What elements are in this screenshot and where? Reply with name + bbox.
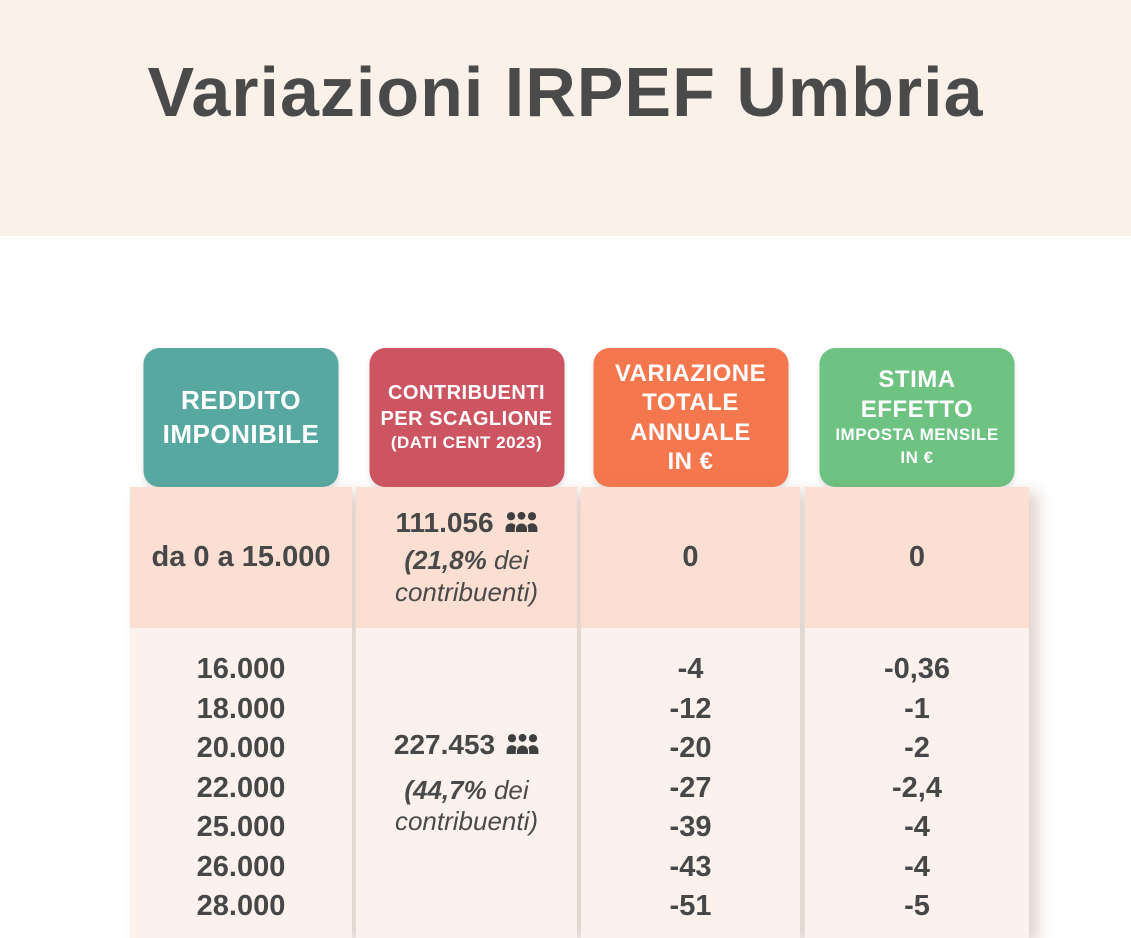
header-line: REDDITO xyxy=(180,385,302,416)
header-subline: IMPOSTA MENSILE xyxy=(835,424,999,444)
contribuenti-count-section2 xyxy=(394,729,539,761)
variazione-value: -27 xyxy=(669,771,712,804)
contribuenti-pct-row1 xyxy=(395,545,538,607)
pct-line2: contribuenti) xyxy=(394,806,539,836)
column-variazione xyxy=(581,348,800,938)
cell-stima-section2 xyxy=(805,628,1029,938)
stima-value: -0,36 xyxy=(883,653,951,685)
header-subline: IN € xyxy=(900,447,934,467)
panel-stima xyxy=(805,487,1029,938)
header-line: IMPONIBILE xyxy=(162,418,320,449)
cell-stima-row1 xyxy=(805,487,1029,628)
irpef-table xyxy=(130,348,1029,938)
contribuenti-count-value: 227.453 xyxy=(393,728,496,760)
variazione-value: -12 xyxy=(669,692,712,725)
header-line: PER SCAGLIONE xyxy=(380,408,553,431)
cell-contribuenti-row1 xyxy=(356,487,577,628)
variazione-value: -43 xyxy=(669,850,712,883)
cell-variazione-section2 xyxy=(581,628,800,938)
header-line: ANNUALE xyxy=(630,418,751,446)
people-group-icon xyxy=(506,733,539,757)
stima-value: 0 xyxy=(908,541,926,573)
reddito-value: 28.000 xyxy=(196,890,286,922)
panel-variazione xyxy=(581,487,800,938)
header-line: TOTALE xyxy=(642,389,739,417)
panel-contribuenti xyxy=(356,487,577,938)
stima-value: -2 xyxy=(904,732,930,764)
cell-contribuenti-section2 xyxy=(356,628,577,938)
header-subline: (DATI CENT 2023) xyxy=(390,433,543,453)
reddito-value: 20.000 xyxy=(196,732,286,764)
people-group-icon xyxy=(505,511,538,535)
stima-value: -4 xyxy=(904,850,930,883)
page-title: Variazioni IRPEF Umbria xyxy=(147,53,984,131)
pct-bold: (44,7% xyxy=(404,774,487,805)
cell-variazione-row1 xyxy=(581,487,800,628)
pct-tail: dei xyxy=(486,774,529,805)
header-badge-reddito xyxy=(144,348,339,487)
reddito-value: 25.000 xyxy=(196,811,286,843)
pct-line2: contribuenti) xyxy=(394,576,539,607)
stima-value: -5 xyxy=(904,890,930,922)
cell-reddito-section2 xyxy=(130,628,352,938)
header-line: VARIAZIONE xyxy=(614,359,767,387)
header-line: IN € xyxy=(667,447,714,475)
variazione-value: 0 xyxy=(682,541,699,573)
variazione-value: -20 xyxy=(669,732,712,764)
variazione-value: -39 xyxy=(669,811,712,843)
header-badge-variazione xyxy=(593,348,788,487)
pct-bold: (21,8% xyxy=(404,545,487,576)
pct-tail: dei xyxy=(486,545,529,576)
column-reddito xyxy=(130,348,352,938)
panel-reddito xyxy=(130,487,352,938)
title-band xyxy=(0,0,1131,236)
header-line: STIMA xyxy=(878,366,956,394)
header-badge-stima xyxy=(820,348,1015,487)
contribuenti-pct-section2 xyxy=(395,775,538,837)
column-stima xyxy=(805,348,1029,938)
stima-value: -2,4 xyxy=(892,771,942,804)
column-contribuenti xyxy=(356,348,577,938)
contribuenti-count-value: 111.056 xyxy=(395,507,494,539)
reddito-value: 18.000 xyxy=(196,692,286,725)
stima-value: -1 xyxy=(904,692,930,725)
reddito-value: 16.000 xyxy=(196,653,286,685)
variazione-value: -4 xyxy=(677,653,704,685)
header-line: CONTRIBUENTI xyxy=(387,382,546,405)
contribuenti-count-row1 xyxy=(395,507,537,539)
header-line: EFFETTO xyxy=(860,395,974,423)
cell-reddito-row1 xyxy=(130,487,352,628)
variazione-value: -51 xyxy=(669,890,712,922)
reddito-value: 26.000 xyxy=(196,850,286,883)
stima-value: -4 xyxy=(904,811,930,843)
reddito-value: 22.000 xyxy=(196,771,286,804)
header-badge-contribuenti xyxy=(369,348,564,487)
reddito-range-value: da 0 a 15.000 xyxy=(151,541,331,573)
